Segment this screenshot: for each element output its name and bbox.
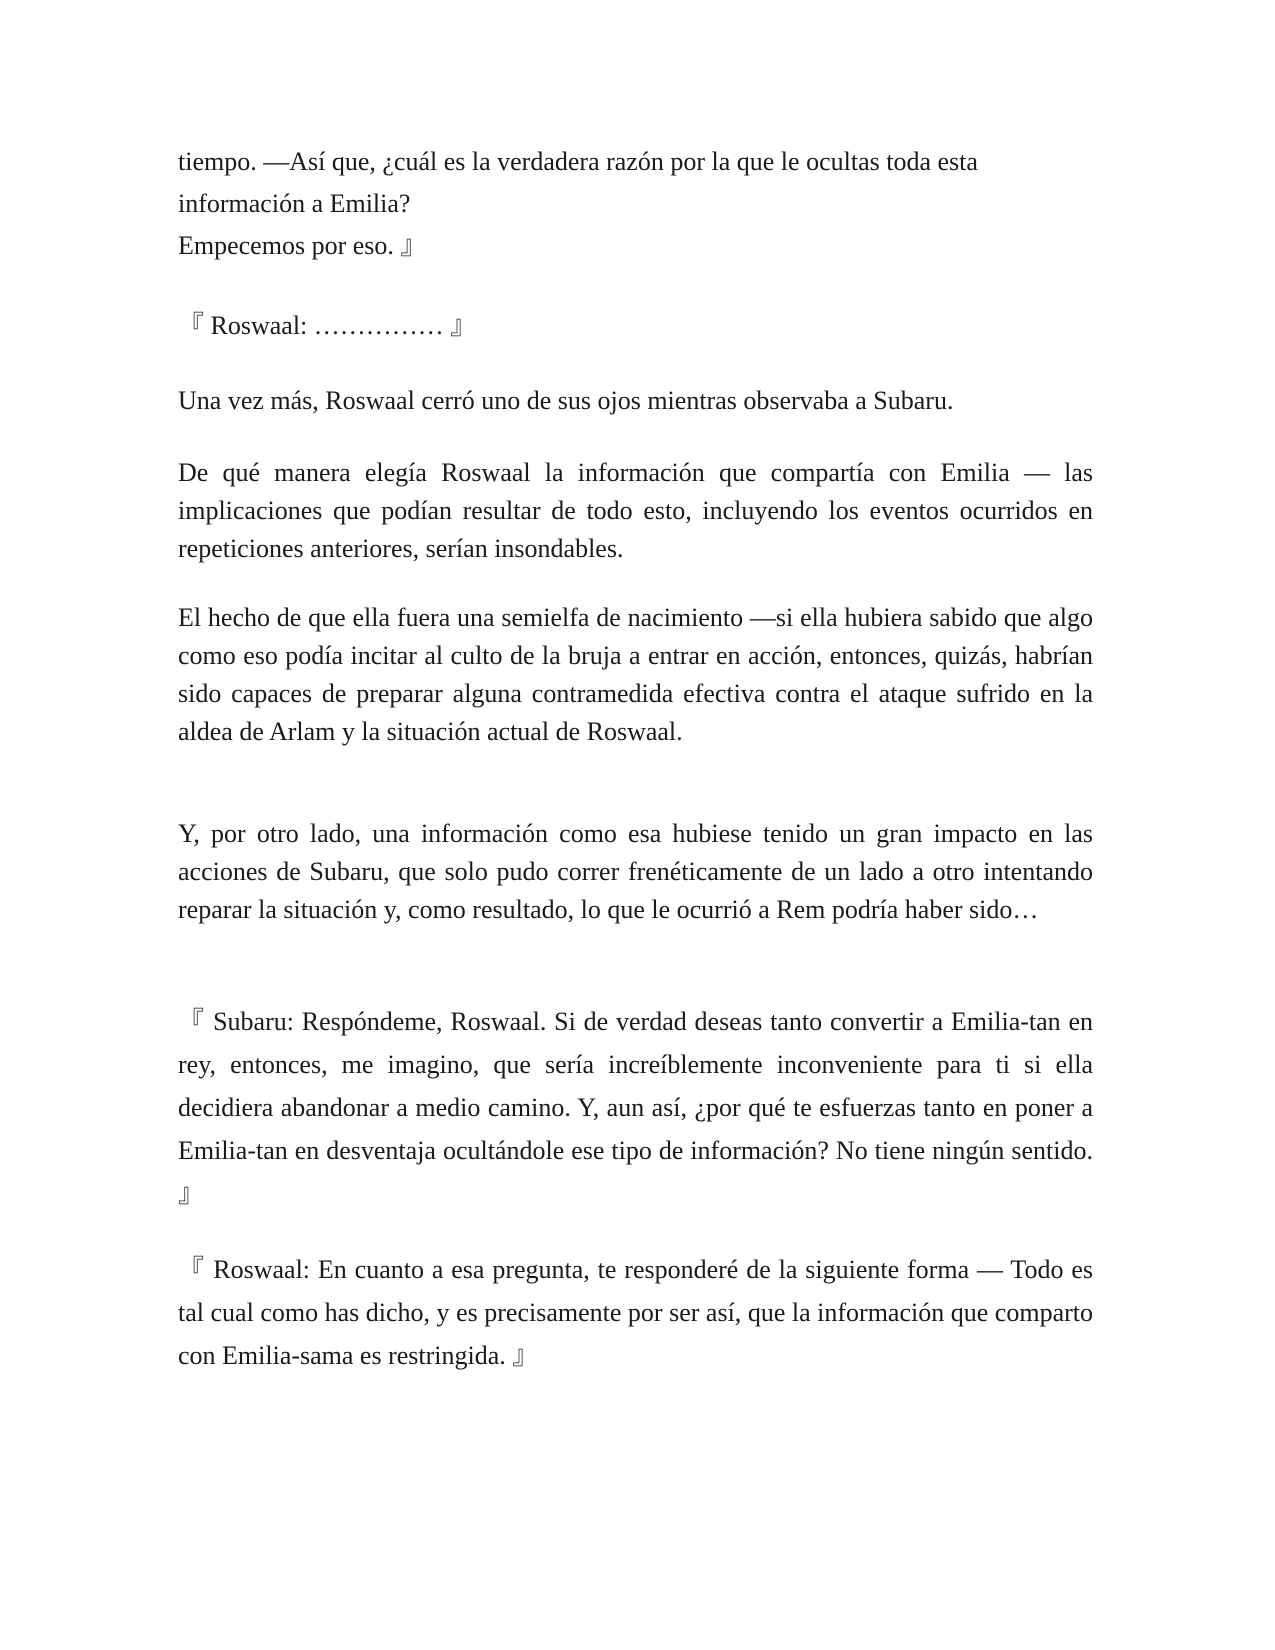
dialogue-roswaal-silence: 『 Roswaal: …………… 』 bbox=[178, 311, 477, 340]
paragraph-narration-4: Y, por otro lado, una información como esa hubiese tenido un gran impacto en las acciones de Subaru, que solo pudo correr frenéticamente de un lado a otro intentando reparar la situación y, como resultado, lo que le ocurrió a Rem podría haber sido… bbox=[178, 819, 1093, 924]
text-line: tiempo. —Así que, ¿cuál es la verdadera razón por la que le ocultas toda esta bbox=[178, 147, 978, 176]
paragraph-narration-2: De qué manera elegía Roswaal la información que compartía con Emilia — las implicaciones que podían resultar de todo esto, incluyendo los eventos ocurridos en repeticiones anteriores, serían insondables. bbox=[178, 458, 1093, 563]
paragraph-continuation bbox=[178, 141, 1093, 267]
dialogue-subaru: 『 Subaru: Respóndeme, Roswaal. Si de verdad deseas tanto convertir a Emilia-tan en rey, entonces, me imagino, que sería increíblemente inconveniente para ti si ella decidiera abandonar a medio camino. Y, aun así, ¿por qué te esfuerzas tanto en poner a Emilia-tan en desventaja ocultándole ese tipo de información? No tiene ningún sentido. 』 bbox=[178, 1007, 1093, 1208]
dialogue-roswaal: 『 Roswaal: En cuanto a esa pregunta, te responderé de la siguiente forma — Todo es tal cual como has dicho, y es precisamente por ser así, que la información que comparto con Emilia-sama es restringida. 』 bbox=[178, 1255, 1093, 1370]
paragraph-narration-3: El hecho de que ella fuera una semielfa de nacimiento —si ella hubiera sabido que algo como eso podía incitar al culto de la bruja a entrar en acción, entonces, quizás, habrían sido capaces de preparar alguna contramedida efectiva contra el ataque sufrido en la aldea de Arlam y la situación actual de Roswaal. bbox=[178, 603, 1093, 746]
paragraph-narration-1: Una vez más, Roswaal cerró uno de sus ojos mientras observaba a Subaru. bbox=[178, 386, 954, 415]
text-line: información a Emilia? bbox=[178, 189, 411, 218]
text-line: Empecemos por eso. 』 bbox=[178, 231, 427, 260]
